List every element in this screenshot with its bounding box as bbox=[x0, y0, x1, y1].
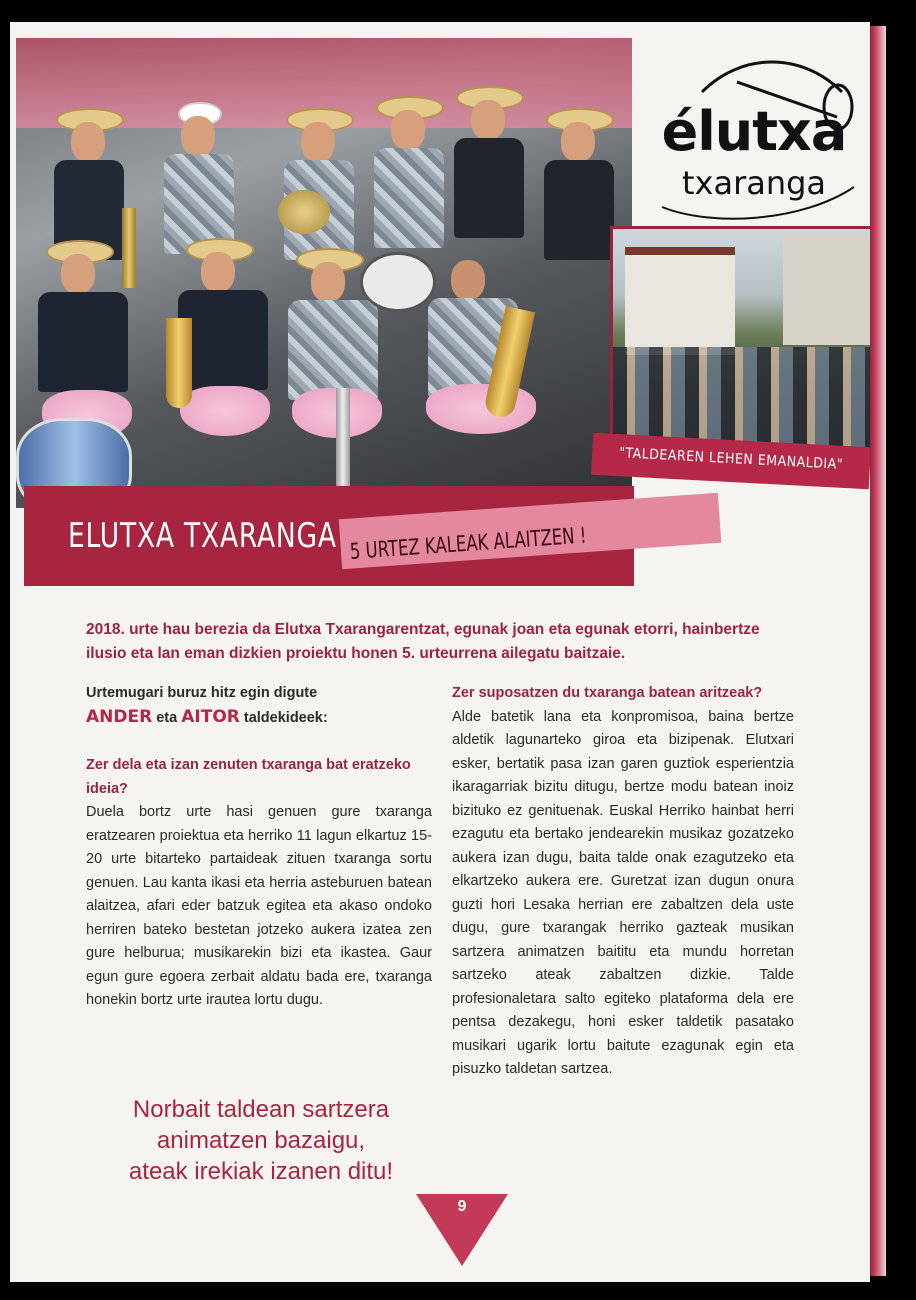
interview-lead bbox=[86, 682, 432, 730]
first-concert-photo bbox=[610, 226, 870, 452]
interviewee-name: AITOR bbox=[181, 706, 240, 727]
lead-text: Urtemugari buruz hitz egin digute bbox=[86, 685, 318, 701]
page-title: ELUTXA TXARANGA bbox=[68, 516, 337, 556]
crowd bbox=[613, 347, 870, 449]
lead-text-end: taldekideek: bbox=[243, 709, 328, 726]
logo-subtitle: txaranga bbox=[681, 164, 827, 202]
interviewee-name: ANDER bbox=[86, 706, 153, 727]
photo-caption-text: "TALDEAREN LEHEN EMANALDIA" bbox=[618, 445, 844, 473]
cymbal-icon bbox=[278, 190, 330, 234]
left-column bbox=[86, 682, 432, 1013]
group-photo bbox=[16, 38, 632, 508]
pull-quote-line: animatzen bazaigu, bbox=[156, 1127, 366, 1154]
intro-paragraph: 2018. urte hau berezia da Elutxa Txarangarentzat, egunak joan eta egunak etorri, hainbertze ilusio eta lan eman dizkien proiektu honen 5. urteurrena ailegatu baitzaie. bbox=[86, 620, 760, 662]
trumpet-icon bbox=[336, 388, 350, 498]
answer-paragraph: Alde batetik lana eta konpromisoa, baina bertze aldetik lagunarteko giroa eta bizipenak. Elutxari esker, bertatik pasa izan garen guztiok esperientzia ikaragarriak bizitu ditugu, bertze modu batean inoiz bizituko ez genituenak. Euskal Herriko hainbat herri ezagutu eta bertako jendearekin musikaz gozatzeko aukera izan dugu, baita talde onak ezagutzeko eta elkartzeko aukera ere. Guretzat izan dugun onura guzti hori Lesaka herrian ere zabaltzen dela uste dugu, gure txarangak herriko gazteak musikan sartzera animatzen baititu eta mundu horretan sartzeko ateak zabaltzen dizkie. Talde profesionaletara salto egiteko plataforma dela ere pentsa dezakegu, honi esker taldetik pasatako musikari ugarik lortu baitute ezagunak egin eta pisuzko taldetan sartzea. bbox=[452, 708, 794, 1077]
building bbox=[783, 235, 870, 345]
page-number: 9 bbox=[457, 1198, 467, 1215]
saxophone-icon bbox=[166, 318, 192, 408]
logo bbox=[632, 22, 870, 227]
pull-quote bbox=[98, 1094, 424, 1187]
page-subtitle: 5 URTEZ KALEAK ALAITZEN ! bbox=[349, 523, 588, 565]
magazine-page bbox=[10, 22, 870, 1282]
right-column bbox=[452, 682, 794, 1082]
snare-drum-icon bbox=[360, 252, 436, 312]
answer-paragraph: Duela bortz urte hasi genuen gure txaranga eratzearen proiektua eta herriko 11 lagun elkartuz 15-20 urte bitarteko partaideak zituen txaranga sortu genuen. Lau kanta ikasi eta herria asteburuen batean alaitzea, afari eder batzuk egitea eta akaso ondoko herriren bateko bestetan jotzeko aukera izatea zen gure helburua; musikarekin bizi eta ikastea. Gaur egun gure egoera zerbait aldatu bada ere, txaranga honekin bortz urte irautea lortu dugu. bbox=[86, 804, 432, 1008]
pull-quote-line: ateak irekiak izanen ditu! bbox=[128, 1158, 394, 1185]
question-heading: Zer dela eta izan zenuten txaranga bat eratzeko ideia? bbox=[86, 757, 411, 797]
lead-conjunction: eta bbox=[156, 709, 178, 726]
pull-quote-line: Norbait taldean sartzera bbox=[132, 1096, 390, 1123]
question-heading: Zer suposatzen du txaranga batean aritzeak? bbox=[452, 685, 763, 701]
logo-name: élutxa bbox=[661, 100, 847, 163]
building bbox=[625, 247, 735, 355]
trombone-icon bbox=[122, 208, 136, 288]
page-edge bbox=[868, 26, 886, 1276]
